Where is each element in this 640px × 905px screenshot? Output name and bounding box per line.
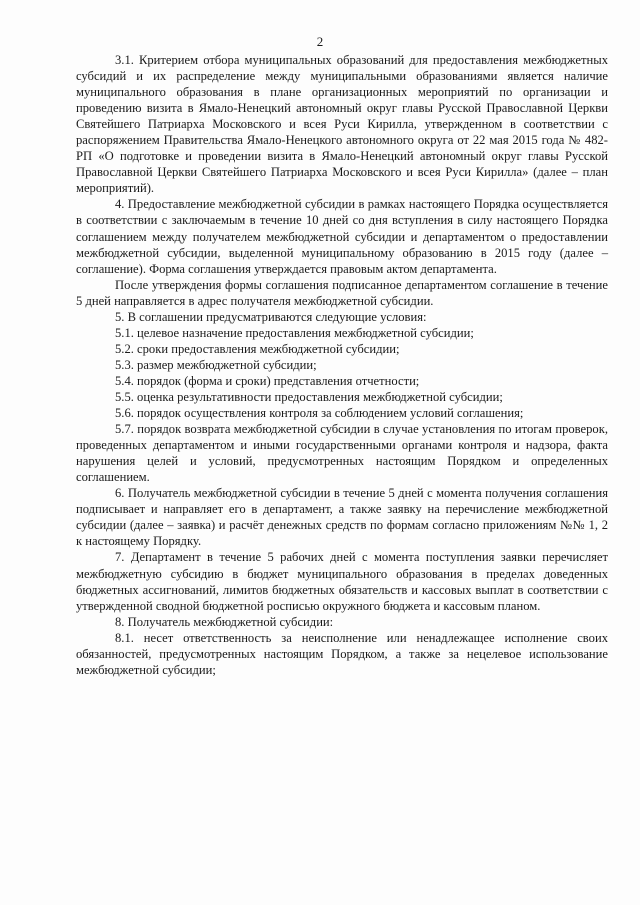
page-number: 2 [316, 34, 324, 49]
paragraph-5: 5. В соглашении предусматриваются следующие условия: [115, 309, 427, 324]
paragraph-7: 7. Департамент в течение 5 рабочих дней с момента поступления заявки перечисляет межбюджетную субсидию в бюджет муниципального образования в пределах доведенных бюджетных ассигнований, лимитов бюджетных обязательств и кассовых выплат в соответствии с утвержденной сводной бюджетной росписью окружного бюджета и кассовым планом. [76, 550, 608, 613]
paragraph-5-7: 5.7. порядок возврата межбюджетной субсидии в случае установления по итогам проверок, проведенных департаментом и иными государственными органами контроля и надзора, факта нарушения целей и условий, предусмотренных настоящим Порядком и определенных соглашением. [76, 422, 608, 485]
paragraph-5-1: 5.1. целевое назначение предоставления межбюджетной субсидии; [115, 325, 474, 340]
paragraph-5-2: 5.2. сроки предоставления межбюджетной субсидии; [115, 341, 400, 356]
paragraph-5-6: 5.6. порядок осуществления контроля за соблюдением условий соглашения; [115, 406, 524, 421]
paragraph-5-4: 5.4. порядок (форма и сроки) представления отчетности; [115, 373, 420, 388]
paragraph-8: 8. Получатель межбюджетной субсидии: [115, 614, 334, 629]
paragraph-6: 6. Получатель межбюджетной субсидии в течение 5 дней с момента получения соглашения подписывает и направляет его в департамент, а также заявку на перечисление межбюджетной субсидии (далее – заявка) и расчёт денежных средств по формам согласно приложениям №№ 1, 2 к настоящему Порядку. [76, 486, 608, 549]
paragraph-4: 4. Предоставление межбюджетной субсидии в рамках настоящего Порядка осуществляется в соответствии с заключаемым в течение 10 дней со дня вступления в силу настоящего Порядка соглашением между получателем межбюджетной субсидии и департаментом о предоставлении межбюджетной субсидии, выделенной муниципальному образованию в 2015 году (далее – соглашение). Форма соглашения утверждается правовым актом департамента. [76, 197, 608, 276]
paragraph-4-cont: После утверждения формы соглашения подписанное департаментом соглашение в течение 5 дней направляется в адрес получателя межбюджетной субсидии. [76, 277, 608, 308]
document-body [76, 52, 608, 678]
paragraph-5-5: 5.5. оценка результативности предоставления межбюджетной субсидии; [115, 389, 503, 404]
paragraph-3-1: 3.1. Критерием отбора муниципальных образований для предоставления межбюджетных субсидий и их распределение между муниципальными образованиями является наличие муниципального образования в плане организационных мероприятий по организации и проведению визита в Ямало-Ненецкий автономный округ главы Русской Православной Церкви Святейшего Патриарха Московского и всея Руси Кирилла, утвержденном в соответствии с распоряжением Правительства Ямало-Ненецкого автономного округа от 22 мая 2015 года № 482-РП «О подготовке и проведении визита в Ямало-Ненецкий автономный округ главы Русской Православной Церкви Святейшего Патриарха Московского и всея Руси Кирилла» (далее – план мероприятий). [76, 53, 608, 196]
paragraph-8-1: 8.1. несет ответственность за неисполнение или ненадлежащее исполнение своих обязанностей, предусмотренных настоящим Порядком, а также за нецелевое использование межбюджетной субсидии; [76, 630, 608, 677]
paragraph-5-3: 5.3. размер межбюджетной субсидии; [115, 357, 317, 372]
